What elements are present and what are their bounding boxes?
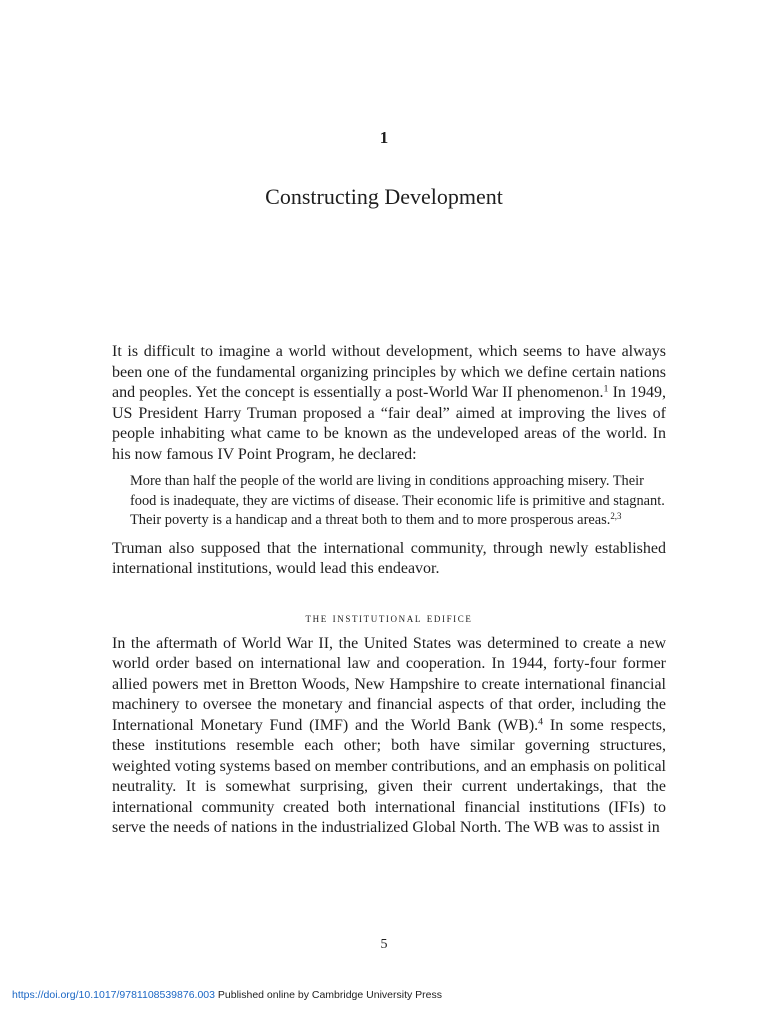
paragraph-intro-part-a: It is difficult to imagine a world without development, which seems to have always been one of the fundamental organizing principles by which we define certain nations and peoples. Yet the concept is essentially a post-World War II phenomenon.: [112, 343, 666, 401]
paragraph-institutional: [112, 634, 666, 839]
body-text: [112, 342, 666, 839]
section-heading: the institutional edifice: [305, 609, 473, 625]
footnote-ref-4[interactable]: 4: [538, 716, 544, 728]
footnote-ref-1[interactable]: 1: [603, 383, 609, 395]
paragraph-institutional-part-b: In some respects, these institutions resemble each other; both have similar governing structures, weighted voting systems based on member contributions, and an emphasis on political neutrality. It is somewhat surprising, given their current undertakings, that the international community created both international financial institutions (IFIs) to serve the needs of nations in the industrialized Global North. The WB was to assist in: [112, 716, 667, 836]
block-quote: [130, 472, 666, 531]
page-number: 5: [380, 937, 388, 952]
paragraph-intro-part-b: In 1949, US President Harry Truman proposed a “fair deal” aimed at improving the lives of people inhabiting what came to be known as the undeveloped areas of the world. In his now famous IV Point Program, he declared:: [112, 384, 667, 463]
paragraph-institutional-part-a: In the aftermath of World War II, the United States was determined to create a new world order based on international law and cooperation. In 1944, forty-four former allied powers met in Bretton Woods, New Hampshire to create international financial machinery to oversee the monetary and financial aspects of that order, including the International Monetary Fund (IMF) and the World Bank (WB).: [112, 634, 666, 734]
publisher-footer: [12, 989, 442, 1001]
paragraph-truman: Truman also supposed that the international community, through newly established international institutions, would lead this endeavor.: [112, 539, 666, 577]
doi-link[interactable]: https://doi.org/10.1017/9781108539876.003: [12, 989, 215, 1001]
published-online-text: Published online by Cambridge University Press: [214, 989, 443, 1001]
footnote-ref-2-3[interactable]: 2,3: [610, 511, 622, 522]
paragraph-intro: [112, 342, 666, 465]
block-quote-text: More than half the people of the world are living in conditions approaching misery. Their food is inadequate, they are victims of disease. Their economic life is primitive and stagnant. Their poverty is a handicap and a threat both to them and to more prosperous areas.: [130, 473, 665, 528]
chapter-number: 1: [379, 128, 389, 147]
chapter-title: Constructing Development: [265, 184, 503, 209]
